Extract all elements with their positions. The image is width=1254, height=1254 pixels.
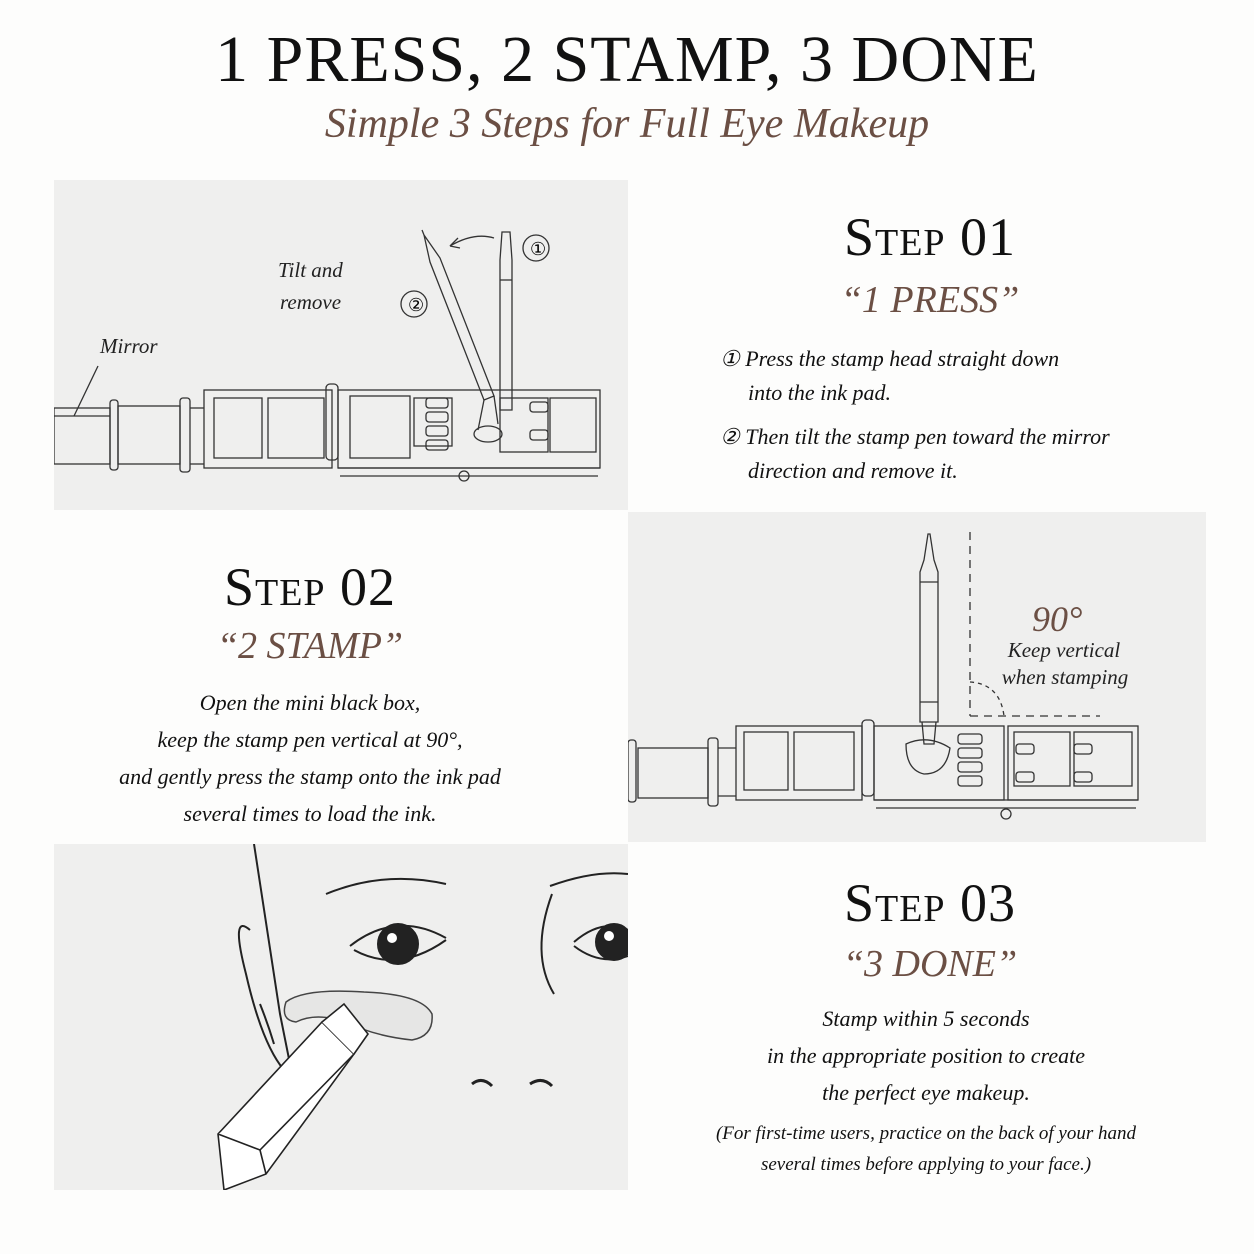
step1-item-2-line1: Then tilt the stamp pen toward the mirror	[745, 424, 1110, 449]
step3-heading: Step 03	[843, 873, 1017, 933]
step3-line-3: the perfect eye makeup.	[822, 1080, 1030, 1105]
marker-2: ②	[408, 295, 425, 315]
step3-note	[636, 1118, 1216, 1180]
step2-line-4: several times to load the ink.	[183, 801, 437, 826]
step3-tagline: “3 DONE”	[842, 943, 1018, 985]
step2-line-2: keep the stamp pen vertical at 90°,	[157, 727, 463, 752]
keep-vertical-line2: when stamping	[1001, 665, 1129, 689]
step2-tagline: “2 STAMP”	[216, 625, 404, 667]
step2-line-1: Open the mini black box,	[199, 690, 421, 715]
page-title: 1 PRESS, 2 STAMP, 3 DONE	[215, 23, 1039, 96]
step3-line-1: Stamp within 5 seconds	[822, 1006, 1030, 1031]
step3-note-line-2: several times before applying to your face.)	[760, 1154, 1092, 1175]
step1-item-2	[720, 420, 1200, 454]
page-subtitle: Simple 3 Steps for Full Eye Makeup	[324, 101, 930, 147]
step2-illustration	[628, 512, 1206, 842]
step1-item-2-line2: direction and remove it.	[748, 458, 958, 483]
step3-note-line-1: (For first-time users, practice on the back of your hand	[715, 1123, 1137, 1144]
step1-item-1-line1: Press the stamp head straight down	[745, 346, 1060, 371]
step3-body	[636, 1000, 1216, 1111]
step3-illustration	[54, 844, 628, 1190]
face-stamp-drawing	[54, 844, 628, 1190]
step1-item-1	[720, 342, 1200, 376]
step2-body	[0, 684, 620, 832]
marker-1: ①	[530, 239, 547, 259]
keep-vertical-line1: Keep vertical	[1007, 638, 1121, 662]
step1-item-1-line2: into the ink pad.	[748, 380, 891, 405]
step1-tagline: “1 PRESS”	[840, 279, 1020, 321]
step2-line-3: and gently press the stamp onto the ink pad	[119, 764, 501, 789]
step1-heading: Step 01	[843, 207, 1017, 267]
step1-item-2-num: ②	[720, 424, 740, 449]
label-tilt-line2: remove	[280, 290, 342, 314]
label-mirror: Mirror	[100, 334, 158, 358]
step1-item-1-num: ①	[720, 346, 740, 371]
step2-heading: Step 02	[223, 557, 397, 617]
step1-list	[720, 342, 1200, 488]
step1-illustration	[54, 180, 628, 510]
angle-label: 90°	[1032, 599, 1083, 639]
label-tilt-line1: Tilt and	[278, 258, 343, 282]
step3-line-2: in the appropriate position to create	[767, 1043, 1085, 1068]
